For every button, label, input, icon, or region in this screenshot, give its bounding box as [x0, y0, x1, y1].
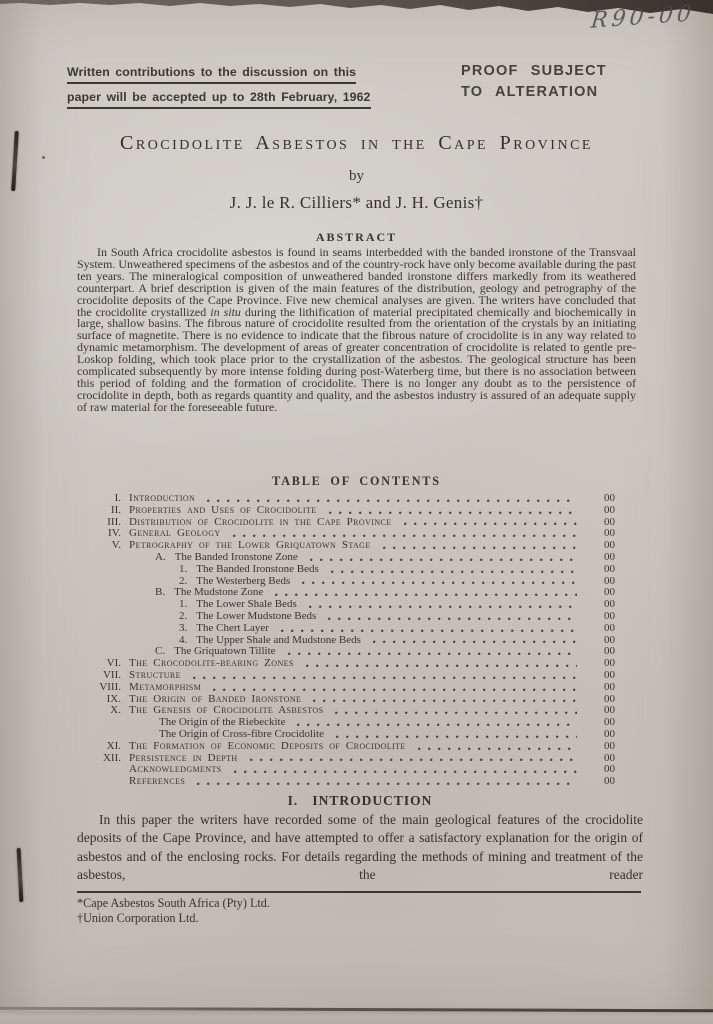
toc-entry-label: Distribution of Crocidolite in the Cape Province [129, 515, 392, 528]
notice-line-1: Written contributions to the discussion on this [67, 66, 356, 84]
toc-entry-number: XI. [106, 739, 121, 752]
toc-row [77, 564, 615, 576]
toc-dot-leader [418, 747, 577, 751]
abstract-text-before: In South Africa crocidolite asbestos is found in seams interbedded with the banded ironstone of the Transvaal System. Unweathered specimens of the asbestos and of the country-rock have only become available during the past ten years. The mineralogical composition of unweathered banded ironstone differs markedly from its weathered counterpart. A brief description is given of the main features of the distribution, geology and petrography of the crocidolite deposits of the Cape Province. Five new chemical analyses are given. The writers have concluded that the crocidolite crystallized [77, 245, 636, 319]
toc-entry-label: The Griquatown Tillite [174, 645, 276, 658]
toc-dot-leader [383, 546, 577, 550]
toc-entry-label: Structure [129, 668, 181, 681]
toc-dot-leader [234, 770, 577, 774]
toc-entry-number: V. [111, 539, 121, 552]
toc-entry-label: The Crocodolite-bearing Zones [129, 657, 294, 670]
toc-entry-marker: 1. [179, 562, 188, 575]
toc-row [77, 611, 615, 623]
toc-dot-leader [328, 617, 577, 621]
toc-entry-page: 00 [604, 527, 615, 540]
toc-entry-label: The Westerberg Beds [196, 574, 291, 587]
toc-entry-label: General Geology [129, 527, 221, 540]
toc-row [77, 587, 615, 599]
discussion-notice [67, 63, 377, 113]
toc-entry-page: 00 [604, 515, 615, 528]
toc-entry-page: 00 [604, 574, 615, 587]
toc-entry-page: 00 [604, 562, 615, 575]
byline: by [349, 168, 364, 184]
toc-entry-label: Persistence in Depth [129, 751, 238, 764]
proof-stamp [461, 61, 607, 103]
toc-entry-page: 00 [604, 550, 615, 563]
proof-stamp-line-1: PROOF SUBJECT [461, 63, 607, 79]
toc-entry-page: 00 [604, 775, 615, 788]
toc-entry-page: 00 [604, 657, 615, 670]
toc-entry-page: 00 [604, 598, 615, 611]
toc-dot-leader [373, 640, 577, 644]
toc-entry-page: 00 [604, 680, 615, 693]
toc-entry-page: 00 [604, 503, 615, 516]
introduction-text: In this paper the writers have recorded some of the main geological features of the crocidolite deposits of the Cape Province, and have attempted to offer a satisfactory explanation for the origin of asbestos and of the enclosing rocks. For details regarding the methods of mining and treatment of the asbestos, the reader [77, 812, 643, 883]
toc-row [77, 552, 615, 564]
toc-row [77, 599, 615, 611]
photo-bottom-strip [0, 1011, 713, 1024]
toc-entry-number: I. [114, 492, 121, 504]
toc-heading: TABLE OF CONTENTS [272, 474, 441, 488]
abstract-heading: ABSTRACT [315, 230, 398, 244]
toc-entry-label: The Origin of the Riebeckite [159, 716, 286, 729]
toc-dot-leader [207, 499, 577, 503]
toc-entry-number: II. [110, 503, 121, 516]
toc-dot-leader [275, 593, 577, 597]
toc-entry-page: 00 [604, 621, 615, 634]
toc-dot-leader [197, 782, 577, 786]
toc-entry-page: 00 [604, 645, 615, 658]
footnotes [77, 896, 270, 926]
footnote-author-2: †Union Corporation Ltd. [77, 911, 199, 925]
toc-entry-label: The Chert Layer [196, 621, 269, 634]
toc-entry-page: 00 [604, 539, 615, 552]
toc-row [77, 776, 615, 788]
toc-row [77, 705, 615, 717]
footnote-author-1: *Cape Asbestos South Africa (Pty) Ltd. [77, 896, 270, 910]
toc-entry-page: 00 [604, 727, 615, 740]
toc-entry-page: 00 [604, 633, 615, 646]
toc-entry-number: IV. [108, 527, 121, 540]
toc-entry-page: 00 [604, 751, 615, 764]
toc-dot-leader [193, 676, 577, 680]
introduction-heading-label: INTRODUCTION [312, 793, 433, 808]
toc-dot-leader [302, 581, 577, 585]
toc-dot-leader [297, 723, 577, 727]
toc-dot-leader [331, 570, 577, 574]
toc-entry-page: 00 [604, 704, 615, 717]
toc-entry-label: Acknowledgments [129, 763, 222, 776]
toc-entry-label: The Lower Shale Beds [196, 598, 297, 611]
paper-title: Crocidolite Asbestos in the Cape Province [120, 132, 593, 154]
staple-bottom [17, 848, 24, 902]
toc-entry-marker: 3. [179, 621, 188, 634]
toc-dot-leader [404, 522, 577, 526]
toc-entry-label: Petrography of the Lower Griquatown Stage [129, 539, 371, 552]
abstract-italic-phrase: in situ [210, 304, 241, 319]
toc-entry-label: The Lower Mudstone Beds [196, 609, 317, 622]
toc-dot-leader [281, 629, 577, 633]
toc-entry-label: References [129, 775, 186, 788]
toc-dot-leader [213, 688, 577, 692]
toc-entry-number: VI. [106, 657, 121, 670]
toc-dot-leader [313, 699, 577, 703]
abstract-text [77, 247, 636, 414]
toc-entry-label: The Mudstone Zone [174, 586, 264, 599]
toc-entry-number: VIII. [99, 680, 121, 693]
toc-entry-marker: 2. [179, 609, 188, 622]
toc-dot-leader [309, 605, 577, 609]
abstract-text-after: during the lithification of material precipitated chemically and biochemically in large, shallow basins. The fibrous nature of crocidolite resulted from the orientation of the crystals by an initiating surface of magnetite. There is no evidence to indicate that the fibrous nature of crocidolite is in any way related to dynamic metamorphism. The development of areas of greater concentration of crocidolite is related to gentle pre-Loskop folding, which took place prior to the crystallization of the asbestos. The geological structure has been complicated subsequently by more intense folding during post-Waterberg time, but there is no association between this period of folding and the formation of crocidolite. There is no longer any doubt as to the persistence of crocidolite in depth, both as regards quantity and quality, and the asbestos industry is assured of an adequate supply of raw material for the foreseeable future. [77, 304, 637, 414]
toc-entry-label: The Formation of Economic Deposits of Crocidolite [129, 739, 406, 752]
handwritten-price-annotation: R90-00 [589, 1, 697, 34]
toc-entry-page: 00 [604, 763, 615, 776]
authors: J. J. le R. Cilliers* and J. H. Genis† [229, 193, 484, 212]
toc-entry-page: 00 [604, 668, 615, 681]
introduction-heading-number: I. [287, 793, 299, 808]
toc-entry-number: VII. [102, 668, 121, 681]
toc-entry-label: The Origin of Banded Ironstone [129, 692, 302, 705]
toc-entry-marker: 2. [179, 574, 188, 587]
toc-entry-label: The Origin of Cross-fibre Crocidolite [159, 727, 324, 740]
toc-entry-page: 00 [604, 692, 615, 705]
toc-dot-leader [288, 652, 577, 656]
toc-entry-page: 00 [604, 492, 615, 504]
toc-entry-page: 00 [604, 586, 615, 599]
toc-entry-label: Properties and Uses of Crocidolite [129, 503, 317, 516]
toc-entry-label: The Genesis of Crocidolite Asbestos [129, 704, 324, 717]
footnote-rule [77, 891, 641, 893]
toc-dot-leader [335, 711, 577, 715]
toc-entry-label: The Banded Ironstone Beds [196, 562, 319, 575]
toc-list [77, 493, 615, 788]
toc-entry-label: Introduction [129, 492, 196, 504]
toc-dot-leader [233, 534, 577, 538]
toc-entry-number: III. [107, 515, 121, 528]
toc-entry-page: 00 [604, 609, 615, 622]
toc-entry-marker: B. [155, 586, 166, 599]
notice-line-2: paper will be accepted up to 28th February, 1962 [67, 91, 371, 109]
toc-dot-leader [250, 758, 577, 762]
toc-dot-leader [329, 511, 577, 515]
toc-entry-marker: C. [155, 645, 166, 658]
toc-dot-leader [336, 735, 577, 739]
toc-entry-marker: A. [155, 550, 166, 563]
toc-entry-number: XII. [102, 751, 121, 764]
toc-entry-page: 00 [604, 716, 615, 729]
toc-entry-page: 00 [604, 739, 615, 752]
toc-entry-number: X. [110, 704, 121, 717]
toc-dot-leader [306, 664, 577, 668]
toc-entry-marker: 4. [179, 633, 188, 646]
proof-stamp-line-2: TO ALTERATION [461, 84, 599, 100]
toc-dot-leader [310, 558, 577, 562]
toc-entry-label: Metamorphism [129, 680, 202, 693]
toc-entry-cell [129, 776, 185, 788]
toc-entry-label: The Banded Ironstone Zone [174, 550, 298, 563]
toc-row [77, 717, 615, 729]
toc-entry-label: The Upper Shale and Mudstone Beds [196, 633, 361, 646]
toc-entry-number: IX. [106, 692, 121, 705]
paper-speck [42, 156, 45, 159]
toc-entry-marker: 1. [179, 598, 188, 611]
introduction-heading [77, 793, 643, 809]
